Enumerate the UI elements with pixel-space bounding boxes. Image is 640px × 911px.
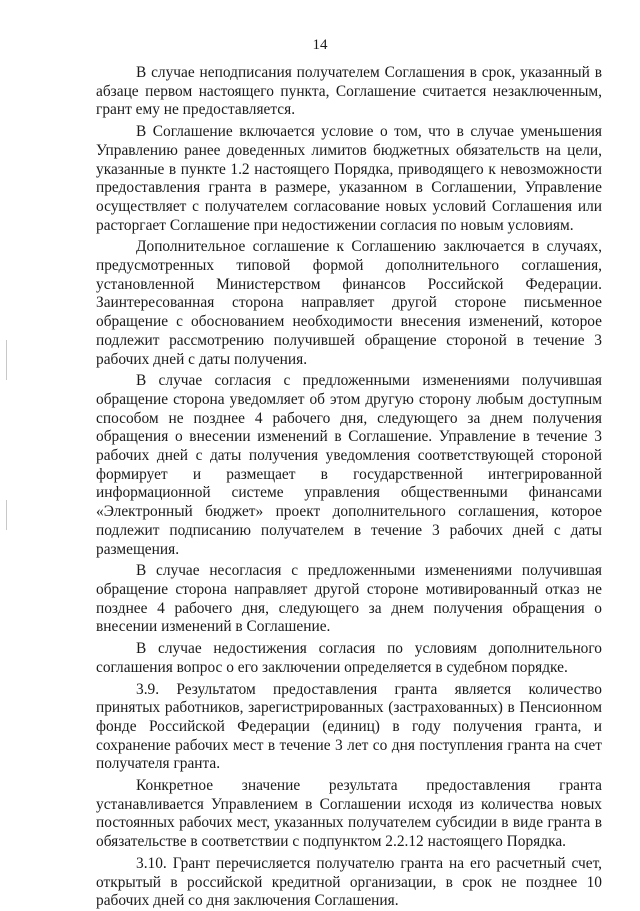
page-number: 14 [312,37,328,53]
paragraph-disagreement: В случае несогласия с предложенными изменениями получившая обращение сторона направляет другой стороне мотивированный отказ не позднее 4 рабочего дня, следующего за днем получения обращения о внесении изменений в Соглашение. [96,562,602,636]
scan-edge-mark [6,340,7,380]
paragraph-additional-agreement: Дополнительное соглашение к Соглашению заключается в случаях, предусмотренных типовой формой дополнительного соглашения, установленной Министерством финансов Российской Федерации. Заинтересованная сторона направляет другой стороне письменное обращение с обоснованием необходимости внесения изменений, которое подлежит рассмотрению получившей обращение стороной в течение 3 рабочих дней с даты получения. [96,238,602,368]
paragraph-limits-reduction: В Соглашение включается условие о том, что в случае уменьшения Управлению ранее доведенных лимитов бюджетных обязательств на цели, указанные в пункте 1.2 настоящего Порядка, приводящего к невозможности предоставления гранта в размере, указанном в Соглашении, Управление осуществляет с получателем согласование новых условий Соглашения или расторгает Соглашение при недостижении согласия по новым условиям. [96,123,602,234]
paragraph-3-9-result: 3.9. Результатом предоставления гранта является количество принятых работников, зарегистрированных (застрахованных) в Пенсионном фонде Российской Федерации (единиц) в году получения гранта, и сохранение рабочих мест в течение 3 лет со дня поступления гранта на счет получателя гранта. [96,680,602,773]
scan-edge-mark [6,500,7,530]
document-body [96,64,602,911]
paragraph-unsigned-agreement: В случае неподписания получателем Соглашения в срок, указанный в абзаце первом настоящего пункта, Соглашение считается незаключенным, грант ему не предоставляется. [96,64,602,119]
paragraph-result-value: Конкретное значение результата предоставления гранта устанавливается Управлением в Соглашении исходя из количества новых постоянных рабочих мест, указанных получателем субсидии в виде гранта в обязательстве в соответствии с подпунктом 2.2.12 настоящего Порядка. [96,777,602,851]
paragraph-3-10-transfer: 3.10. Грант перечисляется получателю гранта на его расчетный счет, открытый в российской кредитной организации, в срок не позднее 10 рабочих дней со дня заключения Соглашения. [96,854,602,910]
paragraph-court: В случае недостижения согласия по условиям дополнительного соглашения вопрос о его заключении определяется в судебном порядке. [96,640,602,676]
paragraph-consent: В случае согласия с предложенными изменениями получившая обращение сторона уведомляет об этом другую сторону любым доступным способом не позднее 4 рабочего дня, следующего за днем получения обращения о внесении изменений в Соглашение. Управление в течение 3 рабочих дней с даты получения уведомления соответствующей стороной формирует и размещает в государственной интегрированной информационной системе управления общественными финансами «Электронный бюджет» проект дополнительного соглашения, которое подлежит подписанию получателем в течение 3 рабочих дней с даты размещения. [96,372,602,558]
